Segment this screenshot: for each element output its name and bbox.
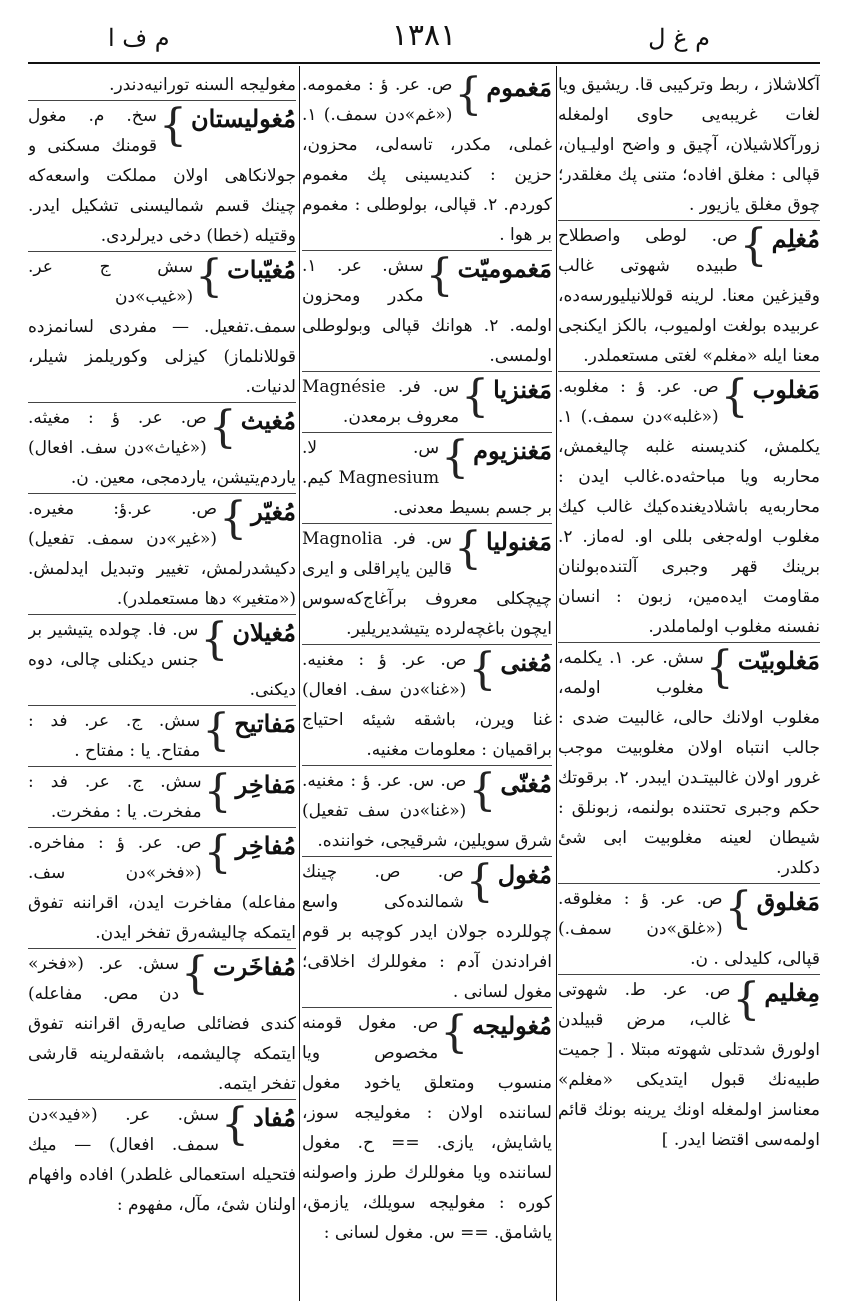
entry-headword: مُغلِم	[771, 224, 820, 253]
brace-glyph: }	[468, 644, 497, 695]
entry-definition: سخ. م. مغول قومنك مسكنی و جولانكاهی اولان مملكت واسعه‌كه چينك قسم شماليسنی تشكيل ايدر. وقتيله (خطا) دخی ديرلردی.	[28, 106, 296, 246]
entry-headword: مُغيث	[240, 406, 296, 435]
brace-glyph: }	[208, 402, 237, 453]
entry-definition: ص. عر. ؤ : مغنيه. («غنا»دن سف. افعال) غنا ويرن، باشقه شيئه احتياج براقميان : معلومات مغنيه.	[302, 650, 552, 760]
entry-headword: مَغموميّت	[457, 254, 552, 283]
brace-glyph: }	[468, 765, 497, 816]
column-divider	[556, 66, 557, 1301]
page-number: ١٣٨١	[391, 18, 457, 53]
column-left	[28, 70, 296, 1295]
entry-definition: س. فا. چولده يتيشير بر جنس ديكنلی چالی، دوه ديكنی.	[28, 620, 296, 700]
brace-glyph: }	[720, 371, 749, 422]
dictionary-entry	[302, 432, 552, 523]
entry-definition: ص. عر.ؤ: مغيره.(«غير»دن سمف. تفعيل) دكيشدرلمش، تغيير وتبديل ايدلمش. («متغير» دها مستعملدر).	[28, 499, 296, 609]
dictionary-entry	[302, 1007, 552, 1248]
entry-definition: سش. عر. («فيد»دن سمف. افعال) — ميك فتحيله استعمالی غلطدر) افاده وافهام اولنان شیٔ، مآل، مفهوم :	[28, 1105, 296, 1215]
brace-glyph: }	[181, 948, 210, 999]
dictionary-entry	[28, 100, 296, 251]
entry-definition: ص. عر. ط. شهوتی غالب، مرض قبيلدن اولورق شدتلی شهوته مبتلا . [ جميت طبيه‌نك قبول ايتديكی «مغلم» معناسز اولمغله اونك يرينه بونك قائم اولمه‌سی اقتضا ايدر. ]	[558, 980, 820, 1150]
dictionary-entry	[28, 948, 296, 1099]
entry-definition: ص. عر. ؤ : مغلوقه. («غلق»دن سمف.) قپالی، كليدلی . ن.	[558, 889, 820, 969]
guide-letters-left: م ف ا	[108, 24, 170, 52]
entry-headword: مَغموم	[486, 73, 552, 102]
dictionary-entry	[558, 974, 820, 1155]
entry-headword: مَغنزيا	[493, 375, 552, 404]
entry-headword: مَفاتيح	[234, 709, 296, 738]
guide-letters-right: م غ ل	[648, 24, 710, 52]
dictionary-entry	[302, 765, 552, 856]
entry-headword: مُغول	[497, 860, 552, 889]
entry-definition: س. فر. Magnolia قالين ياپراقلی و ايری چيچكلی معروف برآغاج‌كه‌سوس ايچون باغچه‌لرده يتيشديريلير.	[302, 529, 552, 639]
brace-glyph: }	[219, 493, 248, 544]
dictionary-entry	[558, 220, 820, 371]
entry-headword: مِغليم	[764, 978, 820, 1007]
dictionary-entry	[558, 642, 820, 883]
dictionary-entry	[558, 70, 820, 220]
brace-glyph: }	[440, 1007, 469, 1058]
entry-definition: س. لا. Magnesium كيم. بر جسم بسيط معدنی.	[302, 438, 552, 518]
entry-headword: مُغنّی	[500, 769, 552, 798]
entry-headword: مُغيّر	[251, 497, 296, 526]
dictionary-entry	[28, 705, 296, 766]
dictionary-entry	[28, 827, 296, 948]
entry-headword: مُفاد	[253, 1103, 296, 1132]
entry-definition: سش. ج. عر. فد : مفتاح. يا : مفتاح .	[28, 711, 201, 761]
brace-glyph: }	[221, 1099, 249, 1150]
brace-glyph: }	[203, 766, 232, 817]
entry-definition: ص. عر. ؤ : مغلوبه. («غلبه»دن سمف.) ١. يكلمش، كنديسنه غلبه چاليغمش، محاربه ويا مباحثه‌ده.غالب ايدن : محاربه‌يه باشلاديغنده‌كيك غالب كيك مغلوب اوله‌جغی بللی او. له‌ماز. ٢. برينك قهر وجبری آلتنده‌بولنان مقاومت ايده‌مين، زبون : انسان نفسنه مغلوب اولماملدر.	[558, 377, 820, 637]
entry-headword: مَغنوليا	[486, 527, 552, 556]
dictionary-entry	[28, 1099, 296, 1220]
entry-headword: مُغيّبات	[227, 255, 296, 284]
page-header	[28, 18, 820, 58]
brace-glyph: }	[441, 432, 470, 483]
entry-headword: مَغنزيوم	[473, 436, 552, 465]
entry-headword: مَغلوب	[752, 375, 820, 404]
dictionary-entry	[28, 493, 296, 614]
brace-glyph: }	[159, 100, 188, 151]
entry-headword: مُغيلان	[232, 618, 296, 647]
entry-definition: سش. ج. عر. فد : مفخرت. يا : مفخرت.	[28, 772, 202, 822]
column-middle	[302, 70, 552, 1295]
column-right	[558, 70, 820, 1295]
brace-glyph: }	[425, 250, 454, 301]
brace-glyph: }	[203, 827, 232, 878]
dictionary-entry	[302, 644, 552, 765]
dictionary-entry	[302, 856, 552, 1007]
entry-definition: ص. لوطی واصطلاح طبيده شهوتی غالب وقيزغين معنا. لرينه قوللانيليورسه‌ده، عربيده بولغت اولميوب، بالكز ايكنجی معنا ايله «مغلم» لغتی مستعملدر.	[558, 226, 820, 366]
entry-definition: سش. عر. («فخر» دن مص. مفاعله) كندی فضائلی صايه‌رق اقراننه تفوق ايتمكه چاليشمه، باشقه‌لرينه قارشی تفخر ايتمه.	[28, 954, 296, 1094]
dictionary-entry	[28, 70, 296, 100]
brace-glyph: }	[202, 705, 231, 756]
dictionary-entry	[302, 371, 552, 432]
column-divider	[299, 66, 300, 1301]
dictionary-entry	[302, 250, 552, 371]
entry-definition: ص. ص. چينك شمالنده‌كی واسع چوللرده جولان ايدر كوچبه بر قوم افرادندن آدم : مغوللرك اخلاقی؛ مغول لسانی .	[302, 862, 552, 1002]
brace-glyph: }	[724, 883, 753, 934]
brace-glyph: }	[739, 220, 768, 271]
entry-definition: ص. عر. ؤ : مفاخره. («فخر»دن سف. مفاعله) مفاخرت ايدن، اقراننه تفوق ايتمكه چاليشه‌رق تفخر ايدن.	[28, 833, 296, 943]
entry-definition: ص. س. عر. ؤ : مغنيه. («غنا»دن سف تفعيل) شرق سويلين، شرقيجی، خواننده.	[302, 771, 552, 851]
brace-glyph: }	[732, 974, 761, 1025]
entry-headword: مُغوليستان	[191, 104, 296, 133]
entry-definition: سش ج عر. («غيب»دن سمف.تفعيل. — مفردی لسانمزده قوللانلماز) كيزلی وكوريلمز شيلر، لدنيات.	[28, 257, 296, 397]
dictionary-entry	[302, 523, 552, 644]
dictionary-entry	[28, 766, 296, 827]
dictionary-entry	[28, 402, 296, 493]
entry-headword: مَغلوق	[756, 887, 820, 916]
brace-glyph: }	[200, 614, 229, 665]
entry-definition: ص. مغول قومنه مخصوص ويا منسوب ومتعلق ياخود مغول لساننده اولان : مغوليجه سوز، ياشايش، يازی. == ح. مغول لساننده ويا مغوللرك طرز واصولنه كوره : مغوليجه سويلك، يازمق، ياشامق. == س. مغول لسانی :	[302, 1013, 552, 1243]
entry-headword: مُفاخَرت	[213, 952, 296, 981]
brace-glyph: }	[454, 523, 483, 574]
dictionary-entry	[28, 614, 296, 705]
entry-definition: سش. عر. ١. مكدر ومحزون اولمه. ٢. هوانك قپالی وبولوطلی اولمسی.	[302, 256, 552, 366]
dictionary-entry	[28, 251, 296, 402]
entry-definition: ص. عر. ؤ : مغيثه. («غياث»دن سف. افعال) ياردم‌يتيشن، ياردمجی، معين. ن.	[28, 408, 296, 488]
brace-glyph: }	[705, 642, 734, 693]
entry-definition: ص. عر. ؤ : مغمومه. («غم»دن سمف.) ١. غملی، مكدر، تاسه‌لی، محزون، حزين : كنديسينی پك مغموم كوردم. ٢. قپالی، بولوطلی : مغموم بر هوا .	[302, 75, 552, 245]
brace-glyph: }	[465, 856, 494, 907]
brace-glyph: }	[454, 70, 483, 120]
entry-definition: س. فر. Magnésie معروف برمعدن.	[302, 377, 460, 427]
entry-headword: مَغلوبيّت	[737, 646, 820, 675]
brace-glyph: }	[461, 371, 490, 422]
entry-headword: مَفاخِر	[235, 770, 296, 799]
entry-definition: سش. عر. ١. يكلمه، مغلوب اولمه، مغلوب اولانك حالی، غالبيت ضدی : جالب انتباه اولان مغلوبيت موجب غرور اولان غالبيتـدن ايبدر. ٢. برقوتك حكم وجبری تحتنده بولنمه، زبونلق : شيطان لعينه مغلوبيت ابی شیٔ دكلدر.	[558, 648, 820, 878]
entry-headword: مُفاخِر	[235, 831, 296, 860]
entry-definition: آكلاشلاز ، ربط وتركيبی قا. ريشيق ويا لغات غريبه‌يی حاوی اولمغله زورآكلاشيلان، آچيق و واضح اوليـيان، قپالی : مغلق افاده؛ متنی پك مغلقدر؛ چوق مغلق يازيور .	[558, 75, 820, 215]
header-rule	[28, 62, 820, 64]
brace-glyph: }	[195, 251, 224, 302]
entry-headword: مُغنی	[500, 648, 552, 677]
entry-definition: مغوليجه السنه تورانيه‌دندر.	[109, 75, 296, 95]
dictionary-entry	[558, 371, 820, 642]
dictionary-entry	[558, 883, 820, 974]
entry-headword: مُغوليجه	[472, 1011, 552, 1040]
dictionary-entry	[302, 70, 552, 250]
